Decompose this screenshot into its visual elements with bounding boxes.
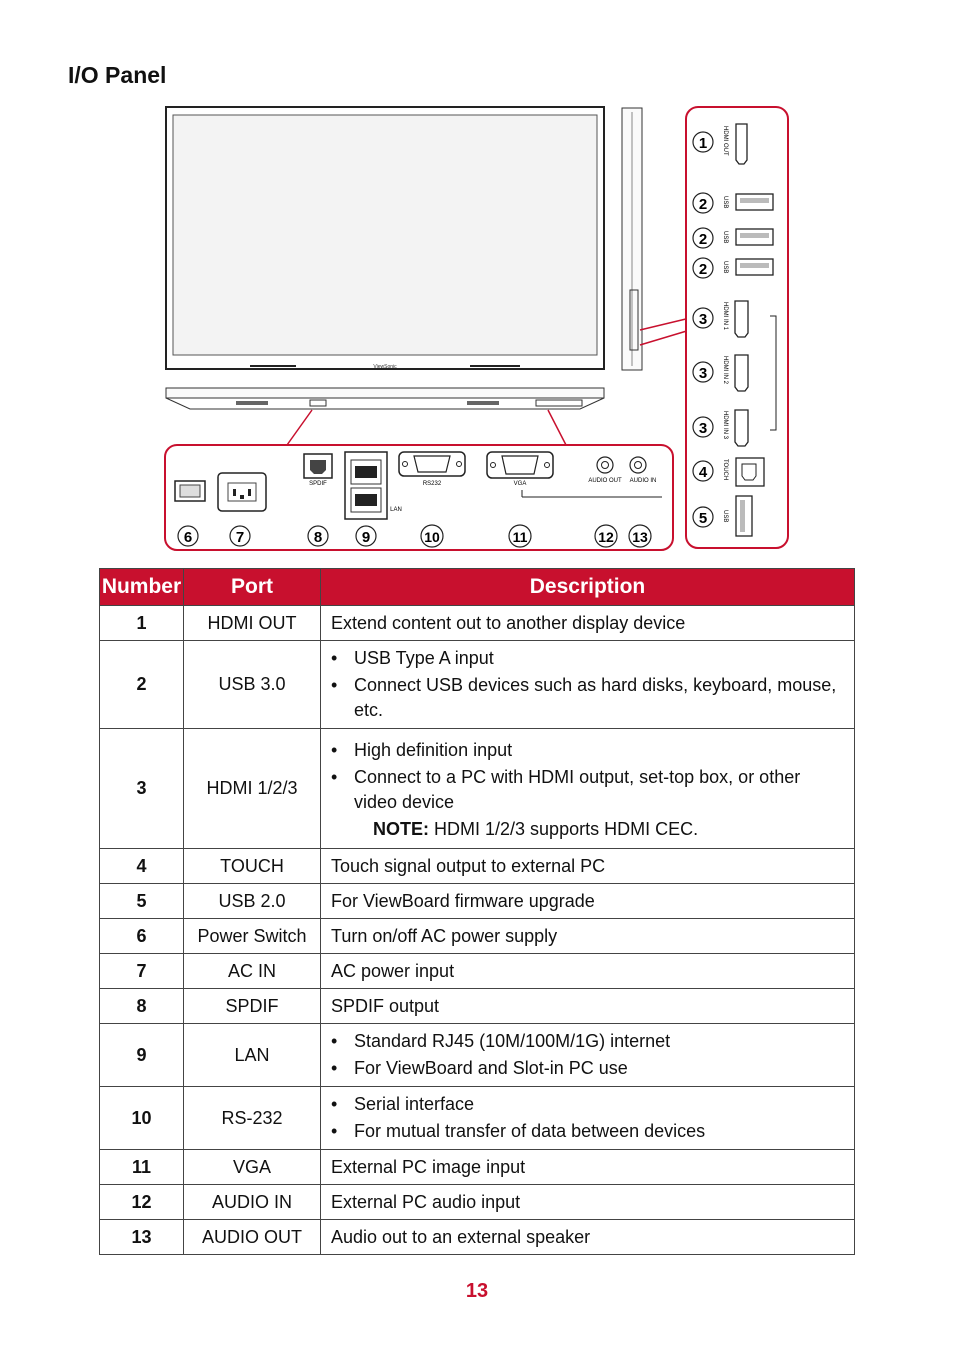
row-port: Power Switch xyxy=(184,919,321,954)
callout-number xyxy=(693,417,713,437)
callout-number xyxy=(693,308,713,328)
lan-label: LAN xyxy=(390,507,402,513)
header-number: Number xyxy=(100,569,184,606)
audio-in-jack-icon xyxy=(630,457,646,473)
description-bullet: • Connect to a PC with HDMI output, set-top box, or other video device xyxy=(331,766,801,812)
table-row xyxy=(100,919,855,954)
callout-number xyxy=(356,526,376,546)
touch-port-icon xyxy=(736,458,764,486)
row-port: AUDIO IN xyxy=(184,1185,321,1220)
svg-text:12: 12 xyxy=(598,529,614,545)
callout-number xyxy=(308,526,328,546)
row-description xyxy=(321,1024,855,1087)
row-description xyxy=(321,641,855,729)
bottom-io-callout xyxy=(165,445,673,550)
row-number: 1 xyxy=(100,606,184,641)
svg-text:2: 2 xyxy=(698,196,708,213)
row-port: HDMI OUT xyxy=(184,606,321,641)
hdmi-out-port-icon xyxy=(736,124,747,164)
table-row xyxy=(100,729,855,849)
svg-text:13: 13 xyxy=(632,529,648,545)
row-port: TOUCH xyxy=(184,849,321,884)
callout-number xyxy=(693,507,713,527)
svg-text:6: 6 xyxy=(183,529,193,546)
row-port: USB 3.0 xyxy=(184,641,321,729)
spdif-label: SPDIF xyxy=(309,481,327,487)
audio-out-jack-icon xyxy=(597,457,613,473)
audio-out-label: AUDIO OUT xyxy=(588,478,622,484)
io-panel-figure xyxy=(0,100,954,560)
svg-text:2: 2 xyxy=(698,261,708,278)
callout-number xyxy=(509,525,531,547)
callout-number xyxy=(693,193,713,213)
description-bullet: • For mutual transfer of data between devices xyxy=(331,1121,706,1141)
description-bullet: • Serial interface xyxy=(331,1094,475,1114)
callout-number xyxy=(421,525,443,547)
row-port: HDMI 1/2/3 xyxy=(184,729,321,849)
table-row xyxy=(100,1024,855,1087)
row-number: 8 xyxy=(100,989,184,1024)
row-port: VGA xyxy=(184,1150,321,1185)
svg-text:1: 1 xyxy=(698,135,708,152)
callout-number xyxy=(693,362,713,382)
usb-label: USB xyxy=(722,510,728,523)
row-description: External PC image input xyxy=(321,1150,855,1185)
row-description: Extend content out to another display device xyxy=(321,606,855,641)
row-number: 5 xyxy=(100,884,184,919)
usb-label: USB xyxy=(722,261,728,274)
vga-label: VGA xyxy=(513,481,527,487)
touch-label: TOUCH xyxy=(722,459,728,481)
hdmi-in-port-icon xyxy=(735,355,748,391)
callout-number xyxy=(629,525,651,547)
callout-number xyxy=(595,525,617,547)
row-description xyxy=(321,1087,855,1150)
description-bullet: • USB Type A input xyxy=(331,648,494,668)
row-port: AC IN xyxy=(184,954,321,989)
page-number: 13 xyxy=(465,1280,489,1302)
callout-number xyxy=(178,526,198,546)
hdmi-in-3-label: HDMI IN 3 xyxy=(722,411,728,440)
header-description: Description xyxy=(321,569,855,606)
table-row xyxy=(100,989,855,1024)
row-number: 13 xyxy=(100,1220,184,1255)
row-description: Touch signal output to external PC xyxy=(321,849,855,884)
table-row xyxy=(100,884,855,919)
ports-table xyxy=(99,568,855,1255)
table-row xyxy=(100,1087,855,1150)
row-number: 3 xyxy=(100,729,184,849)
svg-text:7: 7 xyxy=(235,529,245,546)
hdmi-in-1-label: HDMI IN 1 xyxy=(722,302,728,331)
callout-number xyxy=(693,228,713,248)
svg-text:3: 3 xyxy=(698,311,708,328)
table-row xyxy=(100,1220,855,1255)
row-description: SPDIF output xyxy=(321,989,855,1024)
row-number: 4 xyxy=(100,849,184,884)
display-front-illustration xyxy=(166,107,604,370)
table-row xyxy=(100,849,855,884)
table-row xyxy=(100,1185,855,1220)
row-port: AUDIO OUT xyxy=(184,1220,321,1255)
svg-text:10: 10 xyxy=(424,529,440,545)
side-io-callout xyxy=(686,107,788,548)
row-description: External PC audio input xyxy=(321,1185,855,1220)
svg-text:2: 2 xyxy=(698,231,708,248)
usb-label: USB xyxy=(722,231,728,244)
page-title: I/O Panel xyxy=(68,62,167,88)
row-number: 2 xyxy=(100,641,184,729)
description-bullet: • Standard RJ45 (10M/100M/1G) internet xyxy=(331,1031,671,1051)
callout-number xyxy=(693,132,713,152)
svg-text:3: 3 xyxy=(698,420,708,437)
row-port: RS-232 xyxy=(184,1087,321,1150)
row-port: SPDIF xyxy=(184,989,321,1024)
table-row xyxy=(100,606,855,641)
row-port: USB 2.0 xyxy=(184,884,321,919)
row-description xyxy=(321,729,855,849)
row-number: 11 xyxy=(100,1150,184,1185)
table-row xyxy=(100,954,855,989)
table-row xyxy=(100,1150,855,1185)
hdmi-out-label: HDMI OUT xyxy=(722,126,728,156)
description-bullet: • For ViewBoard and Slot-in PC use xyxy=(331,1058,628,1078)
hdmi-in-port-icon xyxy=(735,301,748,337)
table-row xyxy=(100,641,855,729)
header-port: Port xyxy=(184,569,321,606)
row-number: 10 xyxy=(100,1087,184,1150)
description-bullet: • High definition input xyxy=(331,739,513,760)
row-number: 12 xyxy=(100,1185,184,1220)
row-number: 9 xyxy=(100,1024,184,1087)
audio-in-label: AUDIO IN xyxy=(629,478,657,484)
row-description: Turn on/off AC power supply xyxy=(321,919,855,954)
svg-text:3: 3 xyxy=(698,365,708,382)
row-number: 7 xyxy=(100,954,184,989)
svg-text:4: 4 xyxy=(698,464,708,481)
hdmi-in-port-icon xyxy=(735,410,748,446)
callout-number xyxy=(693,258,713,278)
svg-text:5: 5 xyxy=(698,510,708,527)
description-bullet: • Connect USB devices such as hard disks, keyboard, mouse, etc. xyxy=(331,675,837,720)
hdmi-in-2-label: HDMI IN 2 xyxy=(722,356,728,385)
svg-text:9: 9 xyxy=(361,529,371,546)
table-header-row xyxy=(100,569,855,606)
display-bottom-view xyxy=(166,388,604,409)
usb-label: USB xyxy=(722,196,728,209)
row-description: Audio out to an external speaker xyxy=(321,1220,855,1255)
row-description: For ViewBoard firmware upgrade xyxy=(321,884,855,919)
row-description: AC power input xyxy=(321,954,855,989)
hdmi-cec-note: NOTE: HDMI 1/2/3 supports HDMI CEC. xyxy=(373,818,699,839)
svg-text:8: 8 xyxy=(313,529,323,546)
brand-label: ViewSonic xyxy=(373,364,397,370)
callout-number xyxy=(230,526,250,546)
row-number: 6 xyxy=(100,919,184,954)
row-port: LAN xyxy=(184,1024,321,1087)
display-side-view xyxy=(622,108,642,370)
svg-text:11: 11 xyxy=(512,529,528,545)
rs232-label: RS232 xyxy=(422,481,442,487)
callout-number xyxy=(693,461,713,481)
